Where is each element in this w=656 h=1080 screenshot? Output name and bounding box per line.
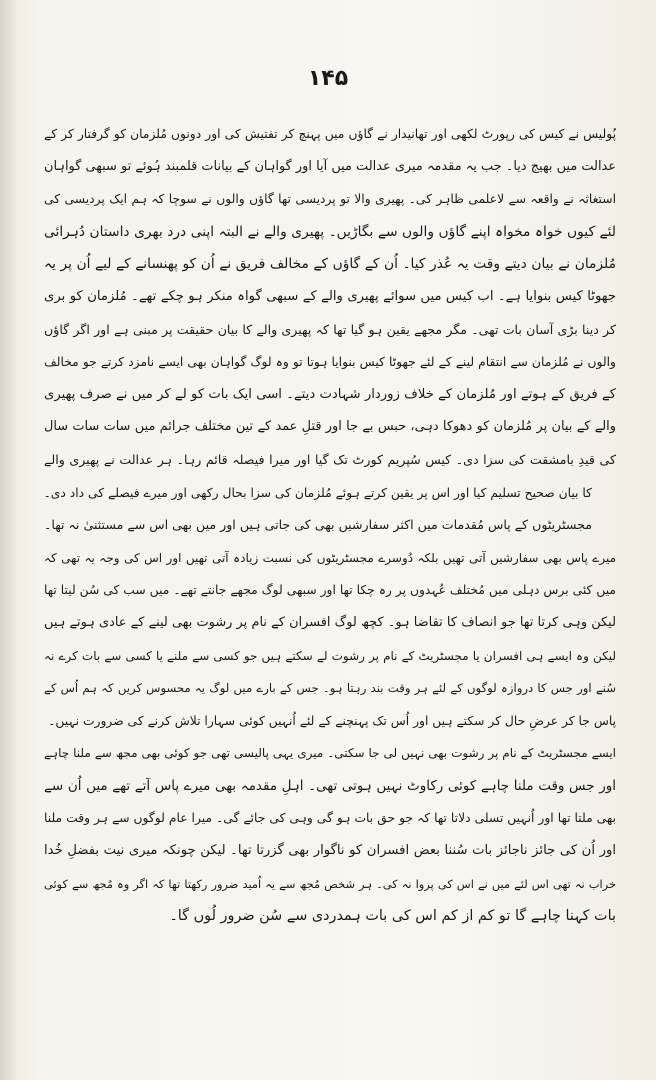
text-line: مُلزمان نے بیان دیتے وقت یہ عُذر کیا۔ اُن کے گاؤں کے مخالف فریق نے اُن کو پھنسانے کے لیے اُن پر یہ <box>44 256 616 273</box>
text-line: والوں نے مُلزمان سے انتقام لینے کے لئے جھوٹا کیس بنوایا ہوتا تو وہ لوگ گواہان بھی ایسے نامزد کرتے جو مخالف <box>44 355 616 370</box>
text-line: کا بیان صحیح تسلیم کیا اور اس پر یقین کرتے ہوئے مُلزمان کی سزا بحال رکھی اور میرے فیصلے کی داد دی۔ <box>44 485 592 500</box>
text-line: لئے کیوں خواہ مخواہ اپنے گاؤں والوں سے بگاڑیں۔ پھیری والے نے البتہ اپنی درد بھری داستان دُہرائی <box>44 223 616 240</box>
body-text <box>44 118 616 933</box>
text-line: بھی ملتا تھا اور اُنہیں تسلی دلاتا تھا کہ جو حق بات ہو گی وہی کی جائے گی۔ میرا عام لوگوں سے ہر وقت ملنا <box>44 811 616 826</box>
text-line: والے کے بیان پر مُلزمان کو دھوکا دہی، حبس بے جا اور قتلِ عمد کے تین مختلف جرائم میں سات سات سال <box>44 419 616 435</box>
text-line: مجسٹریٹوں کے پاس مُقدمات میں اکثر سفارشیں بھی کی جاتی ہیں اور میں بھی اس سے مستثنیٰ نہ تھا۔ <box>44 517 592 533</box>
text-line: کر دینا بڑی آسان بات تھی۔ مگر مجھے یقین ہو گیا تھا کہ پھیری والے کا بیان حقیقت پر مبنی ہے اور اگر گاؤں <box>44 321 616 337</box>
text-line: پُولیس نے کیس کی رپورٹ لکھی اور تھانیدار نے گاؤں میں پہنچ کر تفتیش کی اور دونوں مُلزمان کو گرفتار کر کے <box>44 127 616 141</box>
text-line: بات کہنا چاہے گا تو کم از کم اس کی بات ہمدردی سے سُن ضرور لُوں گا۔ <box>169 908 616 925</box>
page-spine-shadow <box>0 0 18 1080</box>
text-line: عدالت میں بھیج دیا۔ جب یہ مقدمہ میری عدالت میں آیا اور گواہان کے بیانات قلمبند ہُوئے تو سبھی گواہان <box>44 158 616 174</box>
text-line: سُنے اور جس کا دروازہ لوگوں کے لئے ہر وقت بند رہتا ہو۔ جس کے بارے میں لوگ یہ محسوس کریں کہ ہم اُس کے <box>44 681 616 696</box>
text-line: جھوٹا کیس بنوایا ہے۔ اب کیس میں سوائے پھیری والے کے سبھی گواہ منکر ہو چکے تھے۔ مُلزمان کو بری <box>44 288 616 304</box>
text-line: خراب نہ تھی اس لئے میں نے اس کی پروا نہ کی۔ ہر شخص مُجھ سے یہ اُمید ضرور رکھتا تھا کہ اگر وہ مُجھ سے کوئی <box>44 876 616 891</box>
text-line: پاس جا کر عرضِ حال کر سکتے ہیں اور اُس تک پہنچنے کے لئے اُنہیں کوئی سہارا تلاش کرنے کی ضرورت نہیں۔ <box>48 713 616 728</box>
text-line: میرے پاس بھی سفارشیں آتی تھیں بلکہ دُوسرے مجسٹریٹوں کی نسبت زیادہ آتی تھیں اور اس کی وجہ یہ تھی کہ <box>44 550 616 565</box>
text-line: کی قیدِ بامشقت کی سزا دی۔ کیس سُپریم کورٹ تک گیا اور میرا فیصلہ قائم رہا۔ ہر عدالت نے پھیری والے <box>44 451 616 467</box>
text-line: کے فریق کے ہوتے اور مُلزمان کے خلاف زوردار شہادت دیتے۔ اسی ایک بات کو لے کر میں نے صرف پھیری <box>44 386 616 402</box>
text-line: استغاثہ نے واقعہ سے لاعلمی ظاہر کی۔ پھیری والا تو پردیسی تھا گاؤں والوں نے سوچا کہ ہم ایک پردیسی کی <box>44 192 616 207</box>
text-line: اور جس وقت ملنا چاہے کوئی رکاوٹ نہیں ہوتی تھی۔ اہلِ مقدمہ بھی میرے پاس آتے تھے میں اُن سے <box>44 777 616 794</box>
text-line: اور اُن کی جائز ناجائز بات سُننا بعض افسران کو ناگوار بھی گزرتا تھا۔ لیکن چونکہ میری نیت بفضلِ خُدا <box>44 843 616 859</box>
text-line: میں کئی برس دہلی میں مُختلف عُہدوں پر رہ چکا تھا اور سبھی لوگ مجھے جانتے تھے۔ میں سب کی سُن لیتا تھا <box>44 583 616 598</box>
text-line: ایسے مجسٹریٹ کے نام پر رشوت بھی نہیں لی جا سکتی۔ میری یہی پالیسی تھی جو کوئی بھی مجھ سے ملنا چاہے <box>44 746 616 761</box>
text-line: لیکن وہی کرتا تھا جو انصاف کا تقاضا ہو۔ کچھ لوگ افسران کے نام پر رشوت بھی لینے کے عادی ہوتے ہیں <box>44 614 616 630</box>
page-number: ١۴۵ <box>307 66 349 91</box>
text-line: لیکن وہ ایسے ہی افسران یا مجسٹریٹ کے نام پر رشوت لے سکتے ہیں جو کسی سے ملنے یا کسی سے بات کرے نہ <box>44 648 616 663</box>
